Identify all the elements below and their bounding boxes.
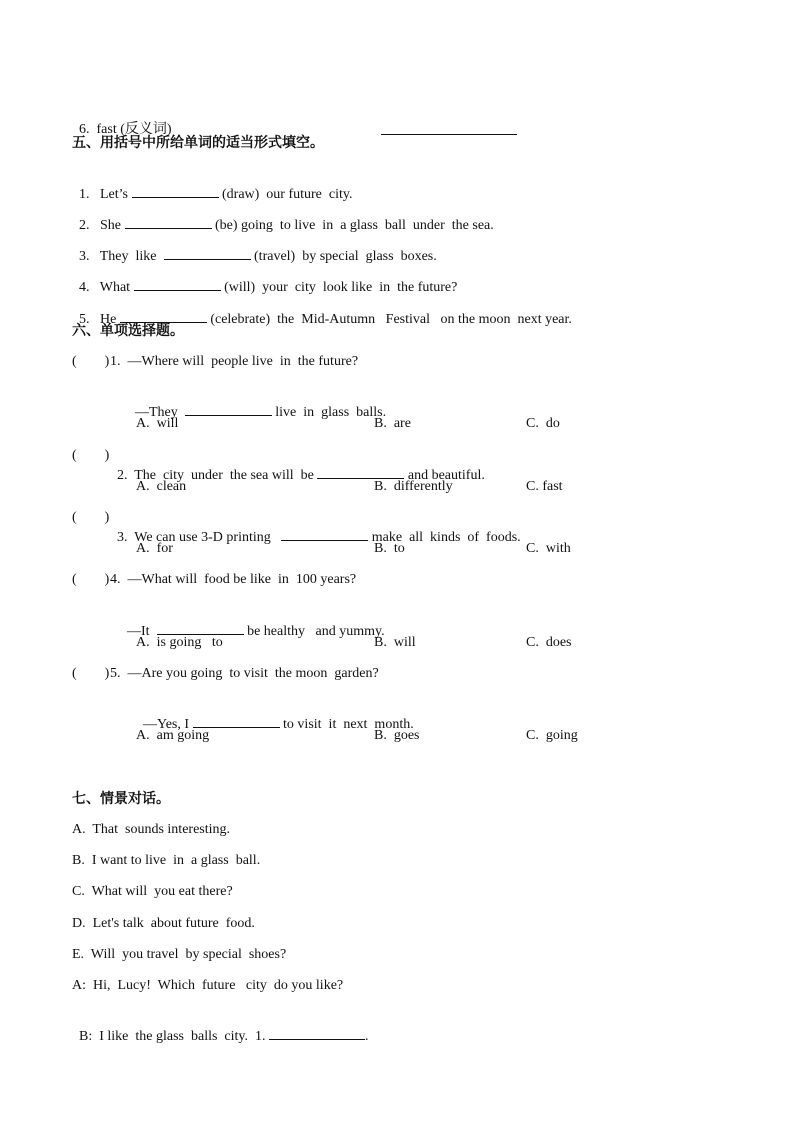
choice-question-3: 3. We can use 3-D printing make all kinds of foods. <box>110 509 521 547</box>
answer-blank[interactable] <box>132 184 219 198</box>
option-a: A. is going to <box>136 635 223 650</box>
option-b: B. will <box>374 635 416 650</box>
choice-paren[interactable]: ( ) <box>72 572 110 587</box>
option-c: C. does <box>526 635 572 650</box>
fill-item-2: 2. She (be) going to live in a glass ball under the sea. <box>72 197 494 235</box>
option-a: A. am going <box>136 728 210 743</box>
option-b: B. differently <box>374 479 453 494</box>
answer-blank-6[interactable] <box>374 103 517 141</box>
fill-item-1: 1. Let’s (draw) our future city. <box>72 166 352 204</box>
option-a: A. will <box>136 416 179 431</box>
answer-blank[interactable] <box>281 527 368 541</box>
section-7-title: 七、情景对话。 <box>72 791 170 807</box>
answer-blank[interactable] <box>120 309 207 323</box>
fill-item-5: 5. He (celebrate) the Mid-Autumn Festival on the moon next year. <box>72 291 572 329</box>
option-a: A. for <box>136 541 173 556</box>
option-c: C. with <box>526 541 571 556</box>
option-b: B. are <box>374 416 411 431</box>
choice-question-2: 2. The city under the sea will be and beautiful. <box>110 447 485 485</box>
option-b: B. to <box>374 541 405 556</box>
choice-question-5: 5. —Are you going to visit the moon garden? <box>110 666 379 681</box>
choice-question-4: 4. —What will food be like in 100 years? <box>110 572 357 587</box>
choice-paren[interactable]: ( ) <box>72 666 110 681</box>
dialog-line-a: A: Hi, Lucy! Which future city do you like? <box>72 978 344 993</box>
question-6-text: 6. fast (反义词) <box>79 122 172 137</box>
dialog-option-a: A. That sounds interesting. <box>72 822 231 837</box>
choice-paren[interactable]: ( ) <box>72 510 110 525</box>
answer-blank[interactable] <box>157 621 244 635</box>
option-c: C. going <box>526 728 578 743</box>
answer-blank[interactable] <box>193 714 280 728</box>
answer-blank[interactable] <box>269 1026 365 1040</box>
answer-blank[interactable] <box>134 277 221 291</box>
fill-item-3: 3. They like (travel) by special glass boxes. <box>72 228 437 266</box>
answer-blank[interactable] <box>317 465 404 479</box>
choice-question-4-response: —It be healthy and yummy. <box>120 603 385 641</box>
dialog-option-d: D. Let's talk about future food. <box>72 916 255 931</box>
section-6-title: 六、单项选择题。 <box>72 323 184 339</box>
choice-question-1: 1. —Where will people live in the future? <box>110 354 359 369</box>
dialog-line-b: B: I like the glass balls city. 1. . <box>72 1008 369 1046</box>
choice-paren[interactable]: ( ) <box>72 448 110 463</box>
option-c: C. do <box>526 416 560 431</box>
option-a: A. clean <box>136 479 187 494</box>
answer-blank[interactable] <box>185 402 272 416</box>
choice-paren[interactable]: ( ) <box>72 354 110 369</box>
dialog-option-e: E. Will you travel by special shoes? <box>72 947 287 962</box>
choice-question-1-response: —They live in glass balls. <box>128 384 386 422</box>
fill-item-4: 4. What (will) your city look like in the future? <box>72 259 457 297</box>
option-b: B. goes <box>374 728 420 743</box>
section-5-title: 五、用括号中所给单词的适当形式填空。 <box>72 135 324 151</box>
answer-blank[interactable] <box>164 246 251 260</box>
answer-blank[interactable] <box>125 215 212 229</box>
option-c: C. fast <box>526 479 563 494</box>
dialog-option-b: B. I want to live in a glass ball. <box>72 853 261 868</box>
choice-question-5-response: —Yes, I to visit it next month. <box>136 696 414 734</box>
dialog-option-c: C. What will you eat there? <box>72 884 233 899</box>
